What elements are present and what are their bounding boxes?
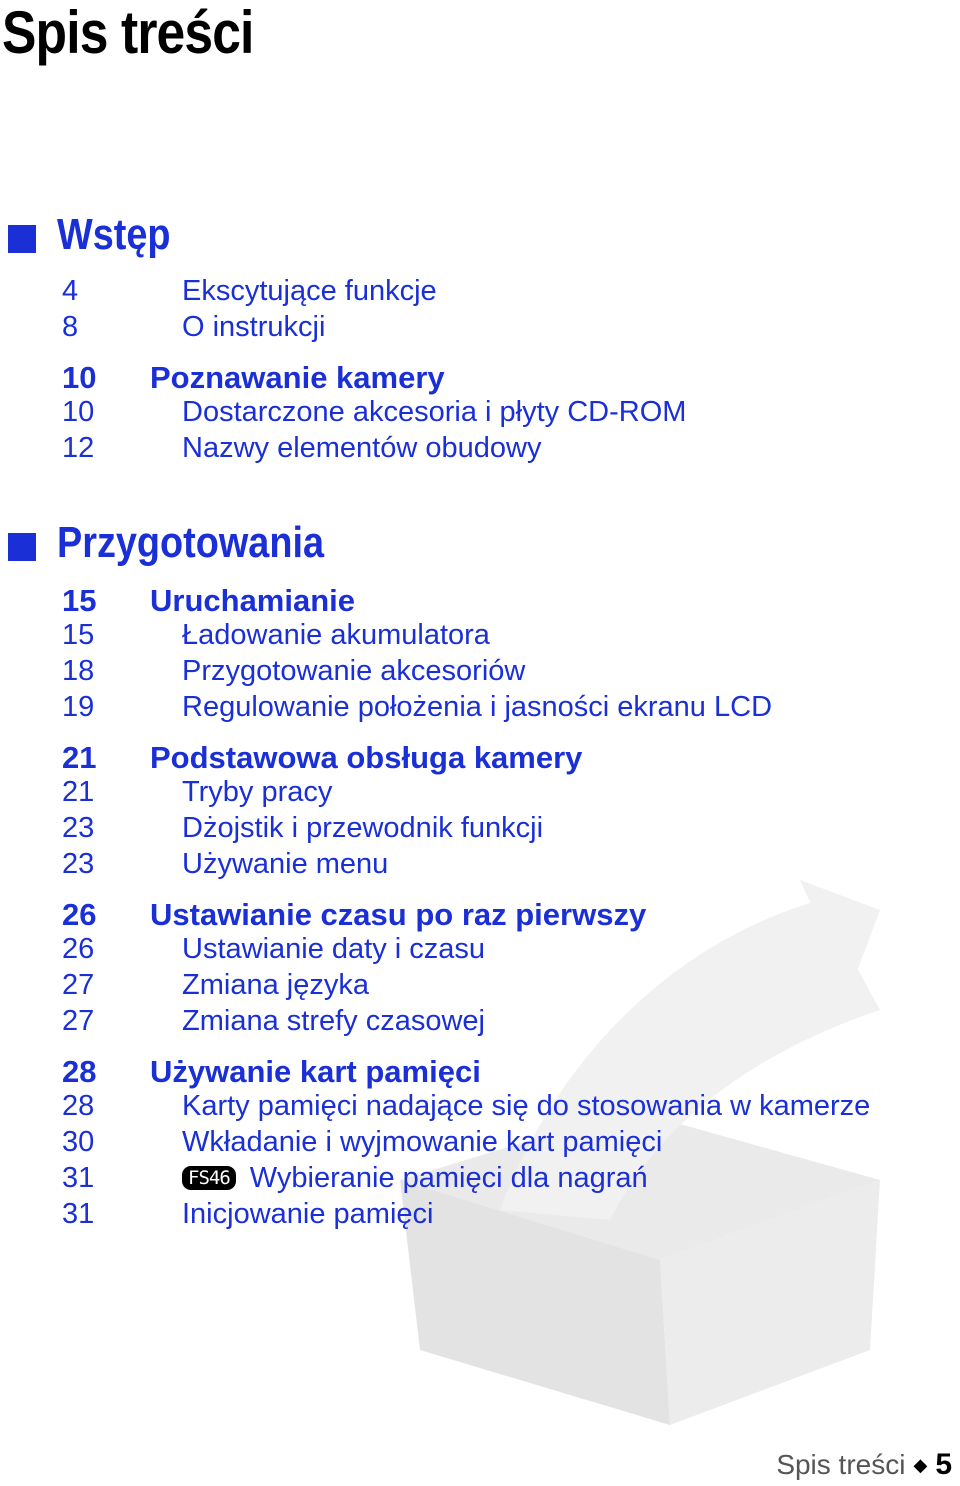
page-footer	[776, 1448, 952, 1482]
toc-page-number: 21	[62, 740, 97, 775]
toc-page-number: 27	[62, 1005, 95, 1037]
toc-entry-text: Przygotowanie akcesoriów	[182, 655, 526, 687]
toc-entry-text: Regulowanie położenia i jasności ekranu LCD	[182, 691, 773, 723]
toc-page-number: 10	[62, 396, 95, 428]
toc-entry-text: Nazwy elementów obudowy	[182, 432, 542, 464]
toc-page-number: 27	[62, 969, 95, 1001]
toc-page-number: 30	[62, 1126, 95, 1158]
toc-entry-text: Wybieranie pamięci dla nagrań	[249, 1162, 648, 1194]
toc-entry-text: O instrukcji	[182, 311, 326, 343]
toc-page-number: 4	[62, 275, 79, 307]
toc-page-number: 15	[62, 583, 97, 618]
toc-page-number: 18	[62, 655, 95, 687]
toc-heading-text: Podstawowa obsługa kamery	[150, 740, 583, 775]
toc-entry-text: Używanie menu	[182, 848, 389, 880]
toc-page-number: 10	[62, 360, 97, 395]
fs46-model-badge-icon: FS46	[182, 1166, 236, 1190]
footer-label: Spis treści	[776, 1449, 906, 1480]
toc-page-number: 26	[62, 897, 97, 932]
toc-page-number: 21	[62, 776, 95, 808]
toc-entry-text: Ustawianie daty i czasu	[182, 933, 486, 965]
square-bullet-icon	[8, 225, 36, 253]
toc-entry-text: Ekscytujące funkcje	[182, 275, 437, 307]
toc-page-number: 23	[62, 812, 95, 844]
toc-heading-text: Uruchamianie	[150, 583, 356, 618]
toc-page-number: 12	[62, 432, 95, 464]
toc-heading-text: Poznawanie kamery	[150, 360, 445, 395]
toc-entry-text: Dżojstik i przewodnik funkcji	[182, 812, 544, 844]
toc-page-number: 31	[62, 1162, 95, 1194]
toc-heading-text: Używanie kart pamięci	[150, 1054, 481, 1089]
diamond-icon: ◆	[913, 1454, 928, 1475]
toc-page-number: 28	[62, 1054, 97, 1089]
toc-page-number: 26	[62, 933, 95, 965]
toc-entry-text: Zmiana strefy czasowej	[182, 1005, 485, 1037]
toc-entry-text: Inicjowanie pamięci	[182, 1198, 434, 1230]
toc-page-number: 8	[62, 311, 79, 343]
square-bullet-icon	[8, 533, 36, 561]
page-title: Spis treści	[2, 0, 254, 66]
section-title: Przygotowania	[57, 518, 325, 567]
page-number: 5	[935, 1448, 952, 1481]
toc-page-number: 28	[62, 1090, 95, 1122]
toc-entry-text: Zmiana języka	[182, 969, 369, 1001]
section-title: Wstęp	[57, 210, 171, 259]
toc-page-number: 15	[62, 619, 95, 651]
toc-entry-text: Tryby pracy	[182, 776, 333, 808]
toc-heading-text: Ustawianie czasu po raz pierwszy	[150, 897, 647, 932]
toc-page-number: 23	[62, 848, 95, 880]
toc-entry-text: Ładowanie akumulatora	[182, 619, 490, 651]
toc-page-number: 19	[62, 691, 95, 723]
toc-entry-text: Wkładanie i wyjmowanie kart pamięci	[182, 1126, 663, 1158]
toc-page-number: 31	[62, 1198, 95, 1230]
toc-entry-text: Dostarczone akcesoria i płyty CD-ROM	[182, 396, 687, 428]
toc-entry-text: Karty pamięci nadające się do stosowania w kamerze	[182, 1090, 871, 1122]
